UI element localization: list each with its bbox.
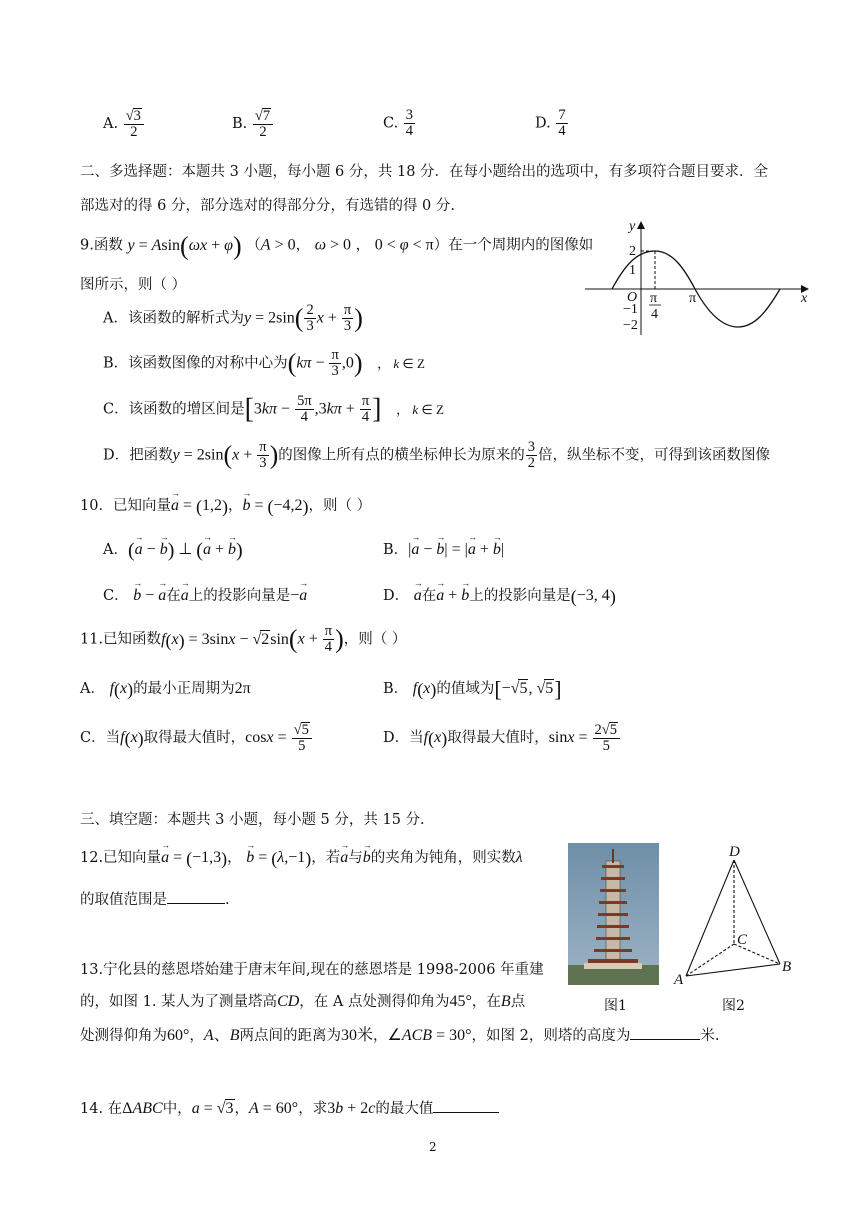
q8-option-c: C. $\frac{3}{4}$ — [383, 107, 414, 140]
q9-option-a: A．该函数的解析式为y = 2sin( $\frac{2}{3}$ x + $\frac{\pi}{3}$ ) — [103, 302, 363, 335]
q10-option-a: A．(→ a − → b) ⊥ (→ a + → b) — [103, 538, 243, 560]
vertex-a: A — [674, 972, 684, 988]
tick-minus1: −1 — [623, 302, 638, 317]
q8-option-d: D. $\frac{7}{4}$ — [535, 107, 566, 140]
edge-ab — [686, 964, 780, 976]
q9-option-b: B．该函数图像的对称中心为(kπ − $\frac{\pi}{3}$ ,0) ， k ∈ Z — [103, 347, 425, 380]
q10-stem: 10．已知向量→ a = (1,2)，→ b = (−4,2)，则（ ） — [80, 494, 371, 515]
tick-1: 1 — [629, 263, 636, 278]
q9-sine-graph — [585, 215, 815, 340]
q13-line1: 13.宁化县的慈恩塔始建于唐末年间,现在的慈恩塔是 1998-2006 年重建 — [80, 962, 544, 978]
tick-pi4-num: π — [650, 291, 658, 306]
vertex-d: D — [729, 844, 740, 860]
q9-stem: 9.函数 y = Asin(ωx + φ) （A > 0， ω > 0 ， 0 < φ < π）在一个周期内的图像如 — [80, 231, 594, 260]
q12-line2: 的取值范围是 . — [80, 892, 230, 908]
q11-option-a: A． f(x)的最小正周期为2π — [80, 679, 251, 700]
q12-answer-blank[interactable] — [167, 903, 225, 904]
section2-line1: 二、多选择题：本题共 3 小题，每小题 6 分，共 18 分．在每小题给出的选项中，有多项符合题目要求．全 — [80, 164, 769, 180]
y-axis-label: y — [629, 219, 636, 234]
vertex-b: B — [782, 959, 792, 975]
vertex-c: C — [737, 932, 748, 948]
figure1-caption: 图1 — [604, 998, 627, 1014]
q11-option-b: B． f(x)的值域为[−√5, √5] — [383, 676, 562, 702]
q10-option-b: B．|→ a − → b| = |→ a + → b| — [383, 538, 504, 559]
q14-answer-blank[interactable] — [433, 1112, 499, 1113]
pagoda-photo — [568, 843, 659, 985]
tick-pi: π — [689, 291, 697, 306]
q9-option-c: C．该函数的增区间是[3kπ − $\frac{5\pi}{4}$ ,3kπ + $\frac{\pi}{4}$ ] ， k ∈ Z — [103, 393, 444, 426]
q14-stem: 14. 在ΔABC中，a = √3，A = 60°，求3b + 2c的最大值 — [80, 1097, 499, 1118]
q8-option-a: A. $\frac{√3}{2}$ — [103, 108, 145, 140]
q9-option-d: D．把函数y = 2sin(x + $\frac{\pi}{3}$ )的图像上所有点的横坐标伸长为原来的 $\frac{3}{2}$ 倍，纵坐标不变，可得到该函数图像 — [103, 439, 771, 472]
edge-db — [734, 860, 780, 964]
section2-line2: 部选对的得 6 分，部分选对的得部分分，有选错的得 0 分. — [80, 198, 455, 214]
figure2-tetrahedron — [672, 840, 802, 990]
q10-option-c: C． → b − → a在→ a上的投影向量是−→ a — [103, 584, 307, 605]
figure2-caption: 图2 — [722, 998, 745, 1014]
tick-pi4-den: 4 — [651, 307, 658, 322]
edge-da — [686, 860, 734, 976]
q13-line2: 的，如图 1. 某人为了测量塔高CD，在 A 点处测得仰角为45°，在B点 — [80, 993, 526, 1010]
q11-option-c: C．当f(x)取得最大值时，cosx = $\frac{√5}{5}$ — [80, 722, 313, 754]
q13-line3: 处测得仰角为60°，A、B两点间的距离为30米，∠ACB = 30°，如图 2，则塔的高度为 米. — [80, 1027, 720, 1044]
q13-answer-blank[interactable] — [630, 1039, 700, 1040]
tick-minus2: −2 — [623, 318, 638, 333]
q11-stem: 11.已知函数f(x) = 3sinx − √2sin(x + $\frac{\pi}{4}$ )，则（ ） — [80, 623, 407, 656]
q9-line2: 图所示，则（ ） — [80, 277, 187, 293]
page-number: 2 — [429, 1140, 437, 1154]
origin-label: O — [627, 290, 638, 305]
q8-option-b: B. $\frac{√7}{2}$ — [232, 108, 274, 140]
x-axis-label: x — [801, 291, 808, 306]
section3-title: 三、填空题：本题共 3 小题，每小题 5 分，共 15 分. — [80, 812, 425, 828]
tick-2: 2 — [629, 244, 636, 259]
q11-option-d: D．当f(x)取得最大值时，sinx = $\frac{2√5}{5}$ — [383, 722, 621, 754]
q12-stem: 12.已知向量→ a = (−1,3)， → b = (λ,−1)，若→ a与→ b的夹角为钝角，则实数λ — [80, 846, 523, 867]
q10-option-d: D． → a在→ a + → b上的投影向量是(−3, 4) — [383, 584, 616, 605]
